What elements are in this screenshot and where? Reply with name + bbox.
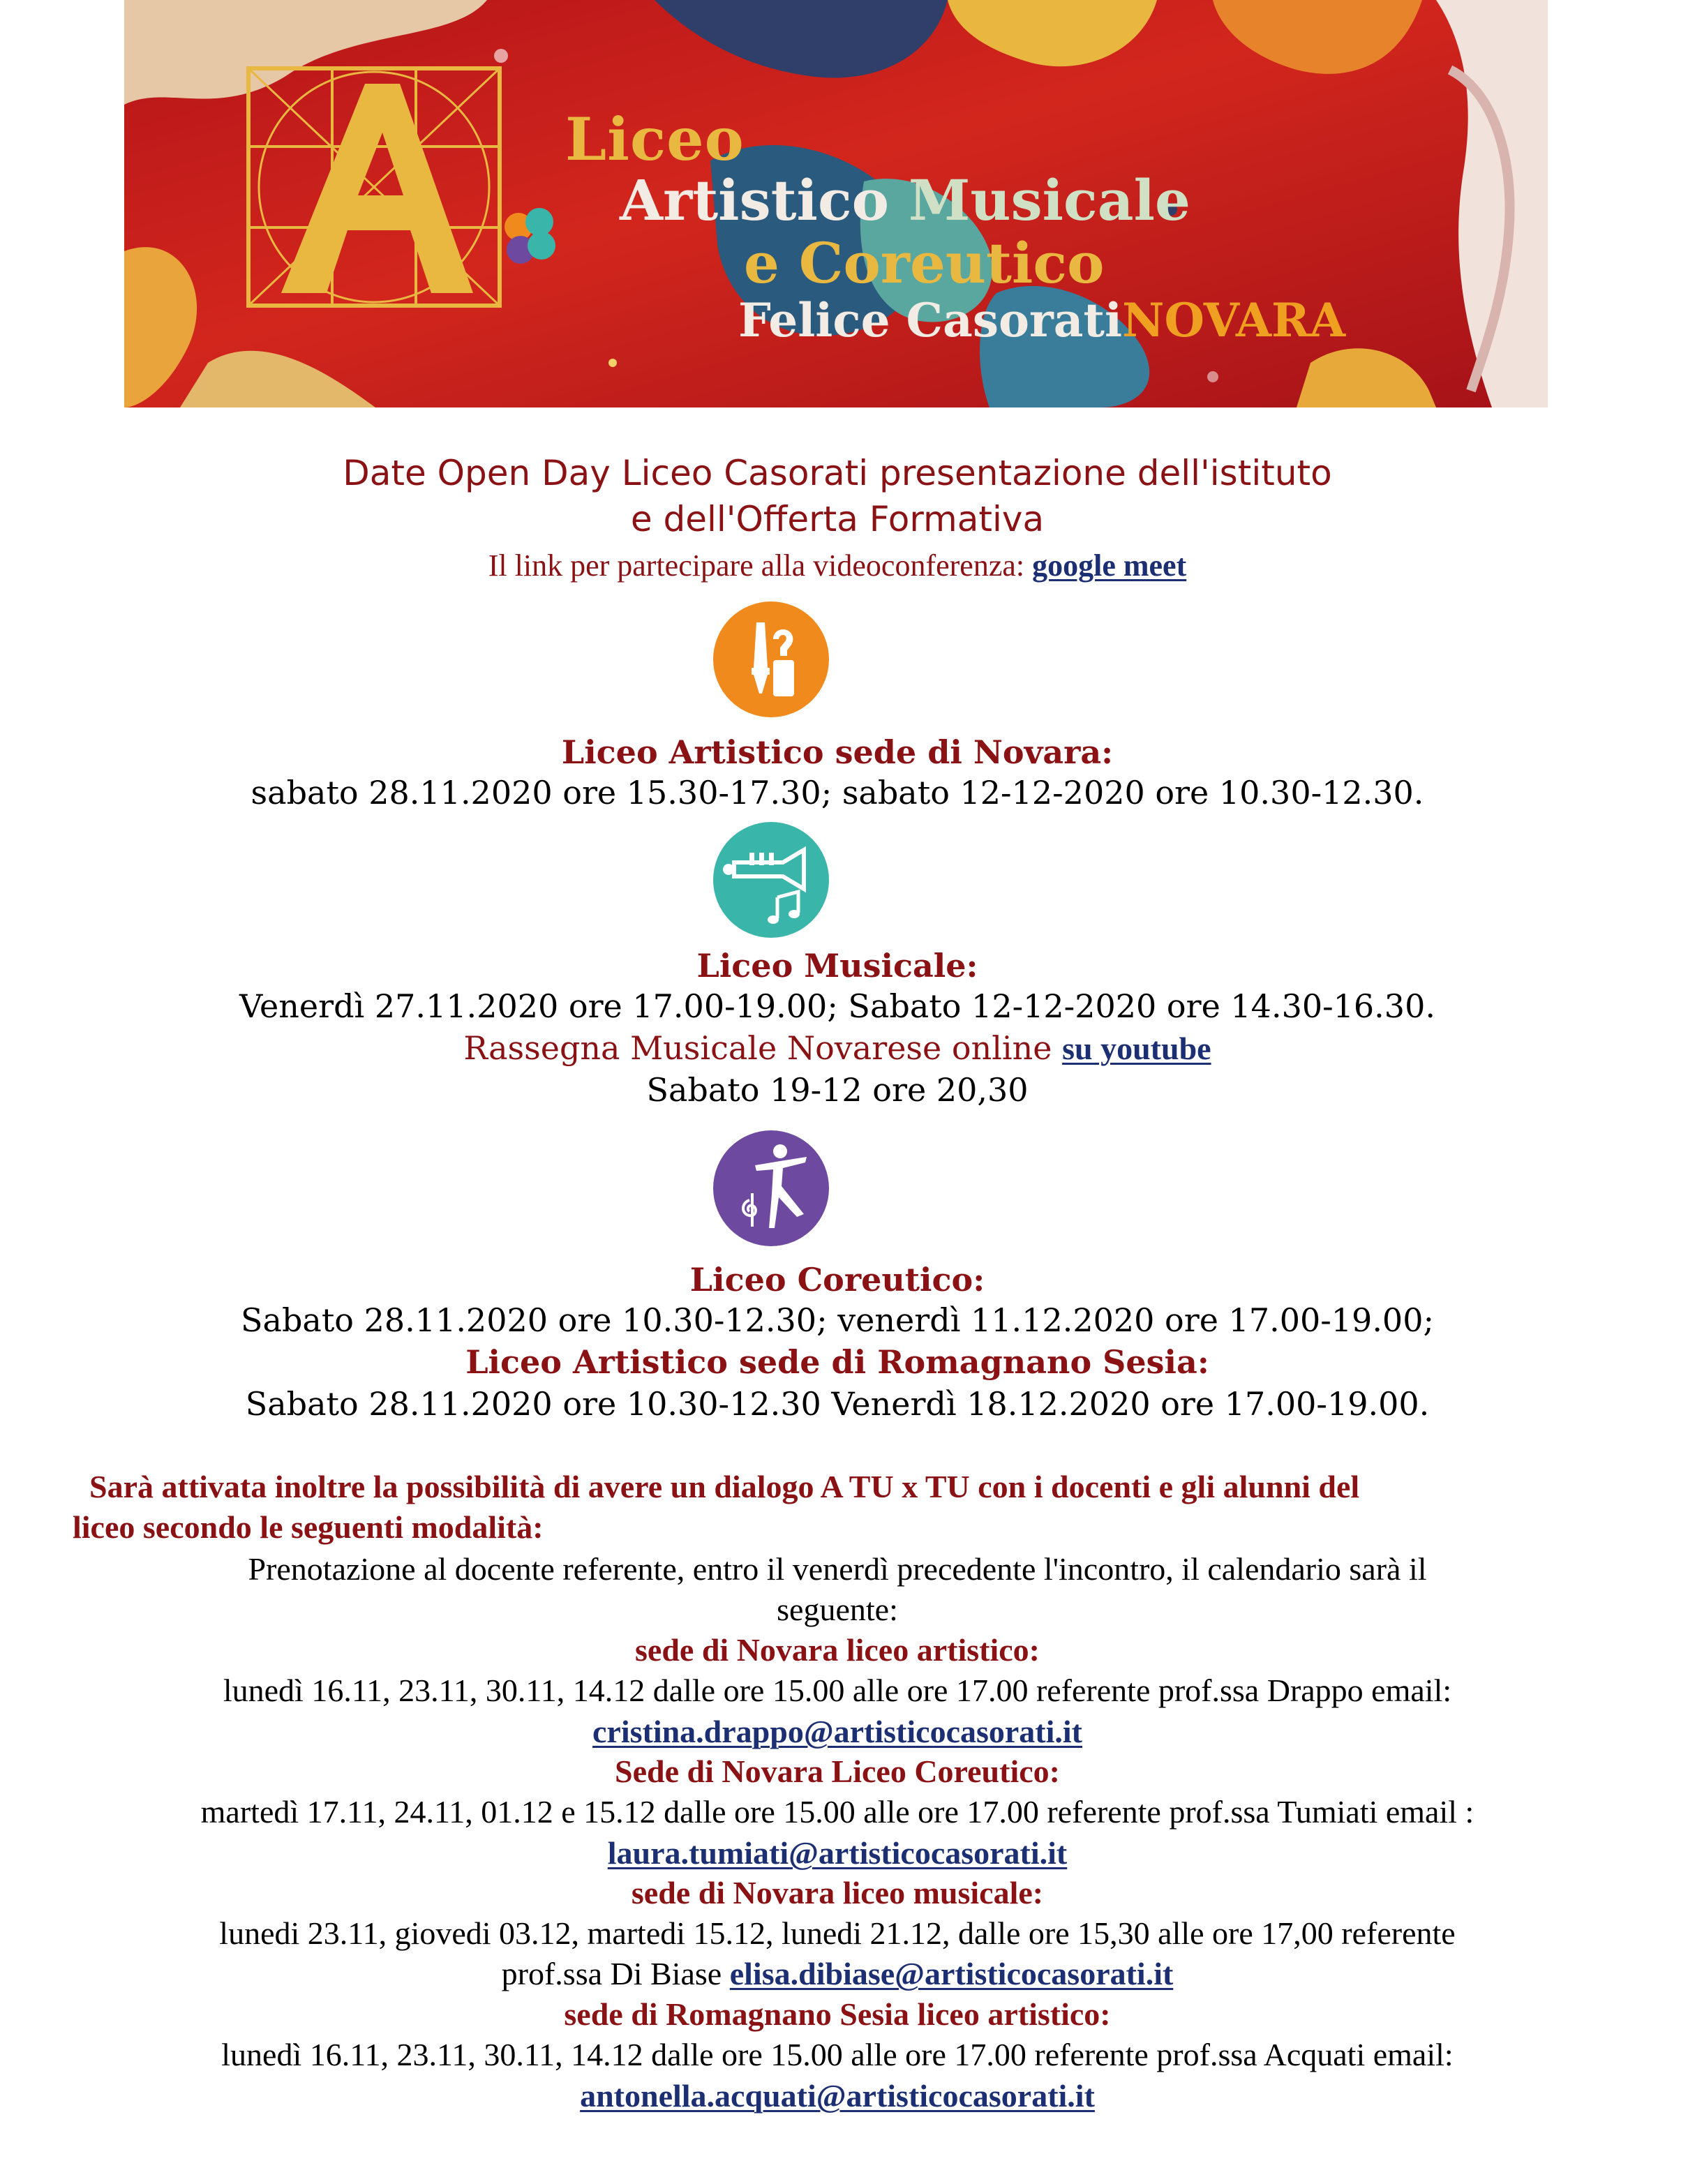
dibiase-line (0, 1954, 1675, 1994)
dialogo-line2: liceo secondo le seguenti modalità: (73, 1509, 544, 1545)
header-banner (124, 0, 1548, 407)
musicale-heading: Liceo Musicale: (696, 947, 978, 985)
dibiase-label: prof.ssa Di Biase (501, 1956, 730, 1991)
prenotazione-line1: Prenotazione al docente referente, entro il venerdì precedente l'incontro, il calendario sarà il (248, 1551, 1427, 1587)
banner-artistico: Artistico (620, 167, 890, 233)
intro-title-line1: Date Open Day Liceo Casorati presentazione dell'istituto (343, 453, 1332, 493)
tumiati-email-line (0, 1832, 1675, 1873)
artistico-heading: Liceo Artistico sede di Novara: (561, 733, 1114, 771)
videoconf-line (0, 546, 1675, 586)
banner-title-line2 (620, 167, 1190, 233)
videoconf-label: Il link per partecipare alla videoconferenza: (488, 548, 1033, 583)
coreutico-heading: Liceo Coreutico: (689, 1261, 985, 1299)
romagnano-heading: Liceo Artistico sede di Romagnano Sesia: (465, 1343, 1209, 1381)
banner-title-liceo: Liceo (565, 105, 745, 174)
banner-title-line4 (738, 293, 1345, 347)
paintbrush-palette-icon (713, 601, 829, 717)
romagnano-dates: Sabato 28.11.2020 ore 10.30-12.30 Venerdì 18.12.2020 ore 17.00-19.00. (245, 1385, 1430, 1423)
artistico-dates: sabato 28.11.2020 ore 15.30-17.30; sabato 12-12-2020 ore 10.30-12.30. (251, 774, 1424, 811)
acquati-email-line (0, 2075, 1675, 2116)
rassegna-label: Rassegna Musicale Novarese online (463, 1029, 1063, 1067)
musicale-dates: Venerdì 27.11.2020 ore 17.00-19.00; Sabato 12-12-2020 ore 14.30-16.30. (239, 987, 1435, 1025)
drappo-email-line (0, 1711, 1675, 1752)
dialogo-line1: Sarà attivata inoltre la possibilità di avere un dialogo A TU x TU con i docenti e gli alunni del (89, 1469, 1360, 1504)
drappo-email-link[interactable]: cristina.drappo@artisticocasorati.it (592, 1714, 1083, 1749)
session-novara-musicale-heading: sede di Novara liceo musicale: (631, 1875, 1044, 1910)
google-meet-link[interactable]: google meet (1032, 548, 1187, 583)
banner-title-line3 (744, 230, 1104, 296)
session-novara-artistico-text: lunedì 16.11, 23.11, 30.11, 14.12 dalle ore 15.00 alle ore 17.00 referente prof.ssa Drappo email: (223, 1673, 1452, 1708)
coreutico-dates: Sabato 28.11.2020 ore 10.30-12.30; venerdì 11.12.2020 ore 17.00-19.00; (241, 1301, 1434, 1339)
session-novara-coreutico-text: martedì 17.11, 24.11, 01.12 e 15.12 dalle ore 15.00 alle ore 17.00 referente prof.ssa Tumiati email : (200, 1794, 1474, 1830)
acquati-email-link[interactable]: antonella.acquati@artisticocasorati.it (580, 2078, 1095, 2114)
banner-musicale: Musicale (908, 167, 1190, 233)
ballerina-treble-clef-icon (713, 1130, 829, 1246)
session-romagnano-heading: sede di Romagnano Sesia liceo artistico: (564, 1996, 1111, 2032)
session-novara-artistico-heading: sede di Novara liceo artistico: (635, 1632, 1040, 1668)
dibiase-email-link[interactable]: elisa.dibiase@artisticocasorati.it (729, 1956, 1174, 1991)
session-novara-musicale-text: lunedi 23.11, giovedi 03.12, martedi 15.12, lunedi 21.12, dalle ore 15,30 alle ore 17,00 referente (219, 1915, 1456, 1951)
session-novara-coreutico-heading: Sede di Novara Liceo Coreutico: (615, 1753, 1060, 1789)
tumiati-email-link[interactable]: laura.tumiati@artisticocasorati.it (607, 1835, 1068, 1871)
banner-novara: NOVARA (1122, 293, 1346, 347)
prenotazione-line2: seguente: (777, 1592, 898, 1627)
banner-e: e (744, 230, 779, 296)
banner-coreutico: Coreutico (798, 230, 1105, 296)
rassegna-date: Sabato 19-12 ore 20,30 (646, 1071, 1029, 1109)
youtube-link[interactable]: su youtube (1062, 1031, 1211, 1066)
banner-felice-casorati: Felice Casorati (738, 293, 1123, 347)
intro-title-line2: e dell'Offerta Formativa (630, 499, 1045, 539)
rassegna-line (0, 1027, 1675, 1070)
trumpet-music-note-icon (713, 822, 829, 938)
session-romagnano-text: lunedì 16.11, 23.11, 30.11, 14.12 dalle ore 15.00 alle ore 17.00 referente prof.ssa Acquati email: (221, 2037, 1454, 2072)
